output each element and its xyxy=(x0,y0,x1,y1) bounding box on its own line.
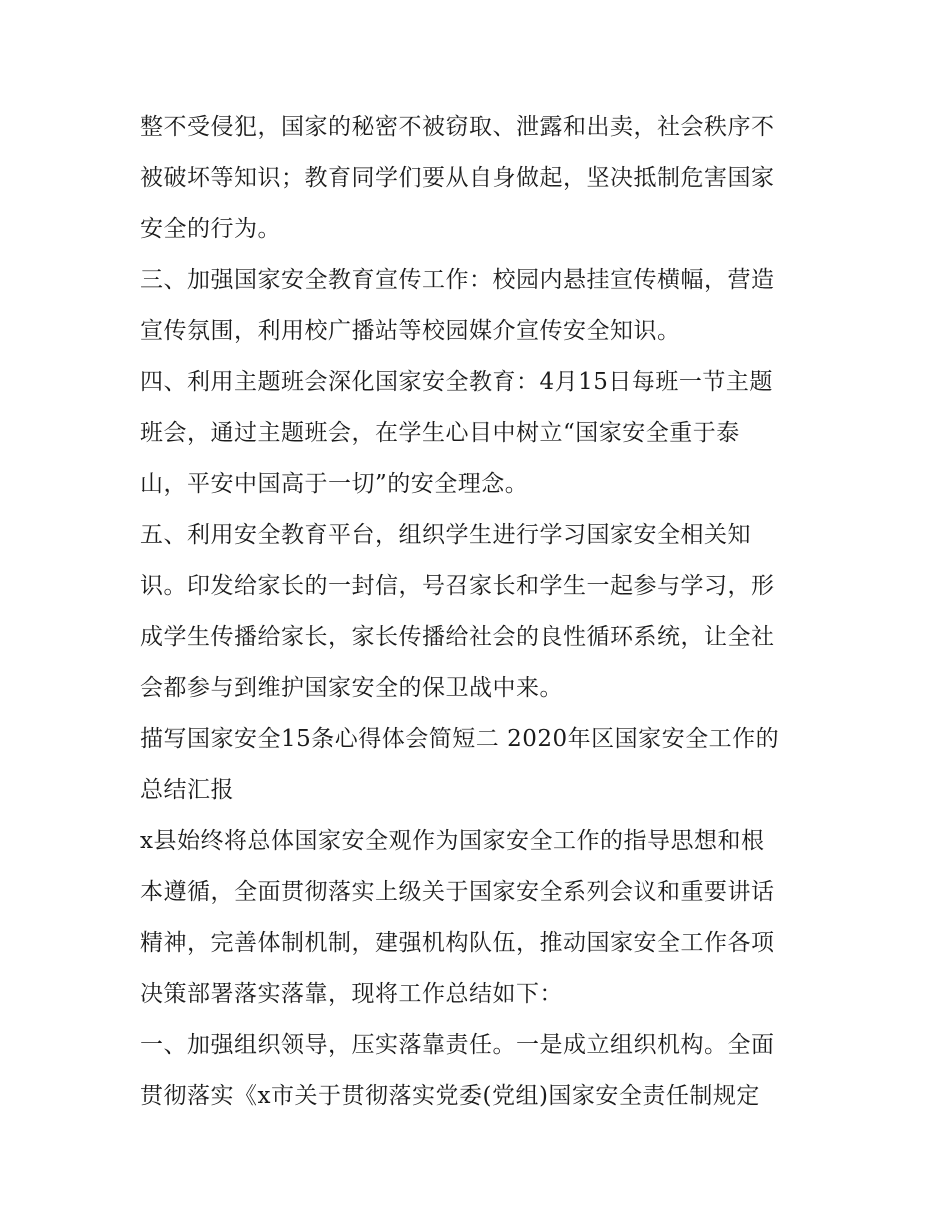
document-body xyxy=(140,102,820,1122)
section-heading-line: 描写国家安全15条心得体会简短二 2020年区国家安全工作的 xyxy=(140,726,780,752)
paragraph-line: 成学生传播给家长，家长传播给社会的良性循环系统，让全社 xyxy=(140,624,775,650)
paragraph-line: 班会，通过主题班会，在学生心目中树立“国家安全重于泰 xyxy=(140,420,740,446)
paragraph-line: 三、加强国家安全教育宣传工作：校园内悬挂宣传横幅，营造 xyxy=(140,267,775,293)
paragraph-line: 贯彻落实《x市关于贯彻落实党委(党组)国家安全责任制规定 xyxy=(140,1083,760,1109)
paragraph-line: 决策部署落实落靠，现将工作总结如下： xyxy=(140,981,563,1007)
paragraph-line: 本遵循，全面贯彻落实上级关于国家安全系列会议和重要讲话 xyxy=(140,879,775,905)
paragraph-line: 一、加强组织领导，压实落靠责任。一是成立组织机构。全面 xyxy=(140,1032,775,1058)
paragraph-line: 宣传氛围，利用校广播站等校园媒介宣传安全知识。 xyxy=(140,318,681,344)
paragraph-line: 被破坏等知识；教育同学们要从自身做起，坚决抵制危害国家 xyxy=(140,165,775,191)
paragraph-line: 安全的行为。 xyxy=(140,216,281,242)
paragraph-line: 整不受侵犯，国家的秘密不被窃取、泄露和出卖，社会秩序不 xyxy=(140,114,775,140)
paragraph-line: 精神，完善体制机制，建强机构队伍，推动国家安全工作各项 xyxy=(140,930,775,956)
paragraph-line: 会都参与到维护国家安全的保卫战中来。 xyxy=(140,675,563,701)
paragraph-line: 四、利用主题班会深化国家安全教育：4月15日每班一节主题 xyxy=(140,369,773,395)
paragraph-line: 山，平安中国高于一切”的安全理念。 xyxy=(140,471,529,497)
section-heading-line: 总结汇报 xyxy=(140,777,234,803)
paragraph-line: 五、利用安全教育平台，组织学生进行学习国家安全相关知 xyxy=(140,522,751,548)
paragraph-line: x县始终将总体国家安全观作为国家安全工作的指导思想和根 xyxy=(140,828,765,854)
paragraph-line: 识。印发给家长的一封信，号召家长和学生一起参与学习，形 xyxy=(140,573,775,599)
